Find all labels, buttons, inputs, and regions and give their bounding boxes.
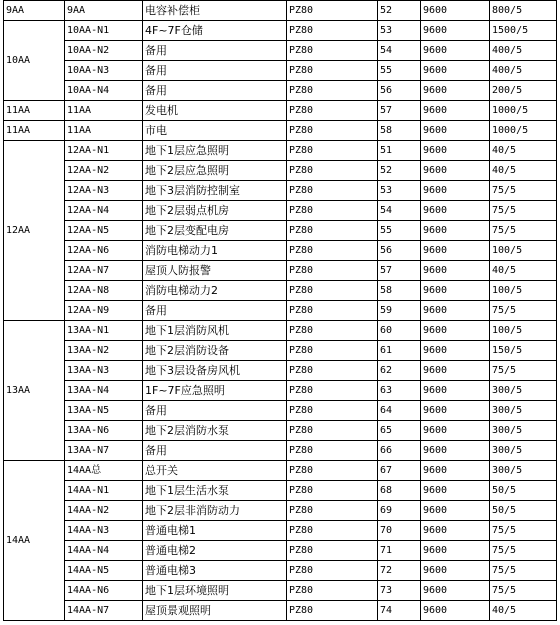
meter-model-cell: PZ80 <box>287 501 378 521</box>
usage-cell: 地下1层应急照明 <box>143 141 287 161</box>
meter-number-cell: 61 <box>378 341 421 361</box>
table-row <box>4 501 557 521</box>
table-row <box>4 521 557 541</box>
table-row <box>4 461 557 481</box>
meter-number-cell: 65 <box>378 421 421 441</box>
spec-cell: 9600 <box>421 301 490 321</box>
usage-cell: 地下2层消防水泵 <box>143 421 287 441</box>
usage-cell: 备用 <box>143 441 287 461</box>
usage-cell: 消防电梯动力2 <box>143 281 287 301</box>
usage-cell: 备用 <box>143 81 287 101</box>
meter-number-cell: 74 <box>378 601 421 621</box>
circuit-cell: 14AA-N6 <box>65 581 143 601</box>
meter-model-cell: PZ80 <box>287 101 378 121</box>
meter-model-cell: PZ80 <box>287 41 378 61</box>
circuit-cell: 12AA-N9 <box>65 301 143 321</box>
usage-cell: 地下2层弱点机房 <box>143 201 287 221</box>
spec-cell: 9600 <box>421 361 490 381</box>
usage-cell: 备用 <box>143 41 287 61</box>
meter-number-cell: 53 <box>378 181 421 201</box>
usage-cell: 地下2层消防设备 <box>143 341 287 361</box>
spec-cell: 9600 <box>421 461 490 481</box>
meter-model-cell: PZ80 <box>287 341 378 361</box>
cabinet-cell: 11AA <box>4 101 65 121</box>
circuit-cell: 12AA-N8 <box>65 281 143 301</box>
usage-cell: 消防电梯动力1 <box>143 241 287 261</box>
meter-model-cell: PZ80 <box>287 601 378 621</box>
ct-ratio-cell: 75/5 <box>490 301 557 321</box>
usage-cell: 电容补偿柜 <box>143 1 287 21</box>
meter-number-cell: 54 <box>378 41 421 61</box>
spec-cell: 9600 <box>421 561 490 581</box>
meter-number-cell: 58 <box>378 121 421 141</box>
spec-cell: 9600 <box>421 101 490 121</box>
meter-model-cell: PZ80 <box>287 401 378 421</box>
meter-number-cell: 53 <box>378 21 421 41</box>
meter-number-cell: 55 <box>378 61 421 81</box>
spec-cell: 9600 <box>421 501 490 521</box>
meter-number-cell: 57 <box>378 101 421 121</box>
table-row <box>4 321 557 341</box>
spec-cell: 9600 <box>421 581 490 601</box>
ct-ratio-cell: 40/5 <box>490 261 557 281</box>
ct-ratio-cell: 100/5 <box>490 241 557 261</box>
usage-cell: 普通电梯1 <box>143 521 287 541</box>
ct-ratio-cell: 75/5 <box>490 201 557 221</box>
usage-cell: 地下1层环境照明 <box>143 581 287 601</box>
table-row <box>4 1 557 21</box>
table-row <box>4 541 557 561</box>
circuit-cell: 14AA-N2 <box>65 501 143 521</box>
meter-model-cell: PZ80 <box>287 201 378 221</box>
meter-model-cell: PZ80 <box>287 261 378 281</box>
spec-cell: 9600 <box>421 341 490 361</box>
spec-cell: 9600 <box>421 521 490 541</box>
meter-number-cell: 51 <box>378 141 421 161</box>
ct-ratio-cell: 300/5 <box>490 381 557 401</box>
meter-model-cell: PZ80 <box>287 161 378 181</box>
meter-number-cell: 66 <box>378 441 421 461</box>
meter-model-cell: PZ80 <box>287 61 378 81</box>
circuit-cell: 10AA-N3 <box>65 61 143 81</box>
meter-number-cell: 63 <box>378 381 421 401</box>
circuit-cell: 12AA-N1 <box>65 141 143 161</box>
ct-ratio-cell: 300/5 <box>490 401 557 421</box>
ct-ratio-cell: 400/5 <box>490 61 557 81</box>
spec-cell: 9600 <box>421 381 490 401</box>
spec-cell: 9600 <box>421 261 490 281</box>
circuit-cell: 12AA-N6 <box>65 241 143 261</box>
cabinet-cell: 10AA <box>4 21 65 101</box>
meter-number-cell: 58 <box>378 281 421 301</box>
meter-number-cell: 68 <box>378 481 421 501</box>
ct-ratio-cell: 1000/5 <box>490 101 557 121</box>
usage-cell: 地下1层生活水泵 <box>143 481 287 501</box>
ct-ratio-cell: 75/5 <box>490 181 557 201</box>
cabinet-cell: 13AA <box>4 321 65 461</box>
table-row <box>4 161 557 181</box>
meter-number-cell: 72 <box>378 561 421 581</box>
table-row <box>4 101 557 121</box>
meter-number-cell: 70 <box>378 521 421 541</box>
ct-ratio-cell: 75/5 <box>490 541 557 561</box>
circuit-cell: 14AA-N7 <box>65 601 143 621</box>
meter-model-cell: PZ80 <box>287 321 378 341</box>
table-row <box>4 181 557 201</box>
table-row <box>4 601 557 621</box>
spec-cell: 9600 <box>421 541 490 561</box>
meter-number-cell: 56 <box>378 241 421 261</box>
ct-ratio-cell: 50/5 <box>490 481 557 501</box>
ct-ratio-cell: 100/5 <box>490 321 557 341</box>
circuit-cell: 13AA-N4 <box>65 381 143 401</box>
usage-cell: 地下2层非消防动力 <box>143 501 287 521</box>
table-row <box>4 281 557 301</box>
meter-model-cell: PZ80 <box>287 441 378 461</box>
meter-number-cell: 56 <box>378 81 421 101</box>
usage-cell: 地下1层消防风机 <box>143 321 287 341</box>
usage-cell: 屋顶景观照明 <box>143 601 287 621</box>
table-row <box>4 81 557 101</box>
circuit-cell: 13AA-N1 <box>65 321 143 341</box>
usage-cell: 普通电梯3 <box>143 561 287 581</box>
spec-cell: 9600 <box>421 81 490 101</box>
usage-cell: 地下2层变配电房 <box>143 221 287 241</box>
ct-ratio-cell: 40/5 <box>490 601 557 621</box>
spec-cell: 9600 <box>421 201 490 221</box>
cabinet-cell: 9AA <box>4 1 65 21</box>
table-row <box>4 61 557 81</box>
circuit-cell: 13AA-N3 <box>65 361 143 381</box>
usage-cell: 地下3层消防控制室 <box>143 181 287 201</box>
table-row <box>4 481 557 501</box>
usage-cell: 4F~7F仓储 <box>143 21 287 41</box>
ct-ratio-cell: 75/5 <box>490 561 557 581</box>
ct-ratio-cell: 800/5 <box>490 1 557 21</box>
table-row <box>4 201 557 221</box>
meter-model-cell: PZ80 <box>287 561 378 581</box>
table-row <box>4 241 557 261</box>
meter-model-cell: PZ80 <box>287 461 378 481</box>
circuit-cell: 14AA-N1 <box>65 481 143 501</box>
table-row <box>4 581 557 601</box>
spec-cell: 9600 <box>421 241 490 261</box>
spec-cell: 9600 <box>421 221 490 241</box>
spec-cell: 9600 <box>421 121 490 141</box>
ct-ratio-cell: 300/5 <box>490 461 557 481</box>
usage-cell: 地下2层应急照明 <box>143 161 287 181</box>
meter-table <box>3 0 557 621</box>
circuit-cell: 13AA-N6 <box>65 421 143 441</box>
meter-model-cell: PZ80 <box>287 381 378 401</box>
table-row <box>4 341 557 361</box>
cabinet-cell: 14AA <box>4 461 65 621</box>
usage-cell: 备用 <box>143 301 287 321</box>
table-row <box>4 381 557 401</box>
ct-ratio-cell: 75/5 <box>490 361 557 381</box>
meter-model-cell: PZ80 <box>287 81 378 101</box>
meter-number-cell: 60 <box>378 321 421 341</box>
ct-ratio-cell: 150/5 <box>490 341 557 361</box>
circuit-cell: 12AA-N7 <box>65 261 143 281</box>
spec-cell: 9600 <box>421 601 490 621</box>
ct-ratio-cell: 300/5 <box>490 441 557 461</box>
meter-number-cell: 54 <box>378 201 421 221</box>
meter-model-cell: PZ80 <box>287 241 378 261</box>
usage-cell: 1F~7F应急照明 <box>143 381 287 401</box>
meter-model-cell: PZ80 <box>287 1 378 21</box>
ct-ratio-cell: 75/5 <box>490 581 557 601</box>
meter-model-cell: PZ80 <box>287 21 378 41</box>
meter-number-cell: 57 <box>378 261 421 281</box>
ct-ratio-cell: 50/5 <box>490 501 557 521</box>
spec-cell: 9600 <box>421 161 490 181</box>
meter-model-cell: PZ80 <box>287 141 378 161</box>
meter-number-cell: 52 <box>378 1 421 21</box>
circuit-cell: 9AA <box>65 1 143 21</box>
usage-cell: 普通电梯2 <box>143 541 287 561</box>
circuit-cell: 14AA-N3 <box>65 521 143 541</box>
meter-number-cell: 73 <box>378 581 421 601</box>
table-row <box>4 361 557 381</box>
spec-cell: 9600 <box>421 61 490 81</box>
ct-ratio-cell: 75/5 <box>490 521 557 541</box>
usage-cell: 市电 <box>143 121 287 141</box>
table-row <box>4 561 557 581</box>
meter-model-cell: PZ80 <box>287 541 378 561</box>
ct-ratio-cell: 40/5 <box>490 141 557 161</box>
table-row <box>4 221 557 241</box>
spec-cell: 9600 <box>421 41 490 61</box>
circuit-cell: 11AA <box>65 121 143 141</box>
circuit-cell: 10AA-N1 <box>65 21 143 41</box>
spec-cell: 9600 <box>421 321 490 341</box>
spec-cell: 9600 <box>421 401 490 421</box>
meter-model-cell: PZ80 <box>287 221 378 241</box>
spec-cell: 9600 <box>421 181 490 201</box>
circuit-cell: 10AA-N2 <box>65 41 143 61</box>
usage-cell: 屋顶人防报警 <box>143 261 287 281</box>
ct-ratio-cell: 200/5 <box>490 81 557 101</box>
meter-number-cell: 69 <box>378 501 421 521</box>
circuit-cell: 10AA-N4 <box>65 81 143 101</box>
circuit-cell: 14AA总 <box>65 461 143 481</box>
usage-cell: 总开关 <box>143 461 287 481</box>
spec-cell: 9600 <box>421 281 490 301</box>
ct-ratio-cell: 1000/5 <box>490 121 557 141</box>
ct-ratio-cell: 40/5 <box>490 161 557 181</box>
circuit-cell: 12AA-N3 <box>65 181 143 201</box>
meter-model-cell: PZ80 <box>287 581 378 601</box>
circuit-cell: 14AA-N5 <box>65 561 143 581</box>
meter-number-cell: 55 <box>378 221 421 241</box>
spec-cell: 9600 <box>421 1 490 21</box>
circuit-cell: 11AA <box>65 101 143 121</box>
circuit-cell: 14AA-N4 <box>65 541 143 561</box>
circuit-cell: 12AA-N5 <box>65 221 143 241</box>
meter-number-cell: 64 <box>378 401 421 421</box>
circuit-cell: 13AA-N7 <box>65 441 143 461</box>
table-body <box>4 1 557 621</box>
ct-ratio-cell: 100/5 <box>490 281 557 301</box>
meter-model-cell: PZ80 <box>287 521 378 541</box>
ct-ratio-cell: 400/5 <box>490 41 557 61</box>
meter-model-cell: PZ80 <box>287 181 378 201</box>
circuit-cell: 12AA-N2 <box>65 161 143 181</box>
table-row <box>4 421 557 441</box>
table-row <box>4 301 557 321</box>
meter-number-cell: 52 <box>378 161 421 181</box>
circuit-cell: 13AA-N5 <box>65 401 143 421</box>
meter-model-cell: PZ80 <box>287 281 378 301</box>
circuit-cell: 12AA-N4 <box>65 201 143 221</box>
meter-number-cell: 71 <box>378 541 421 561</box>
meter-model-cell: PZ80 <box>287 301 378 321</box>
ct-ratio-cell: 1500/5 <box>490 21 557 41</box>
meter-model-cell: PZ80 <box>287 421 378 441</box>
usage-cell: 备用 <box>143 61 287 81</box>
usage-cell: 备用 <box>143 401 287 421</box>
table-row <box>4 121 557 141</box>
table-row <box>4 401 557 421</box>
ct-ratio-cell: 75/5 <box>490 221 557 241</box>
spec-cell: 9600 <box>421 481 490 501</box>
table-row <box>4 261 557 281</box>
meter-number-cell: 62 <box>378 361 421 381</box>
cabinet-cell: 11AA <box>4 121 65 141</box>
table-row <box>4 141 557 161</box>
cabinet-cell: 12AA <box>4 141 65 321</box>
table-row <box>4 41 557 61</box>
spec-cell: 9600 <box>421 141 490 161</box>
table-row <box>4 441 557 461</box>
circuit-cell: 13AA-N2 <box>65 341 143 361</box>
meter-model-cell: PZ80 <box>287 121 378 141</box>
usage-cell: 地下3层设备房风机 <box>143 361 287 381</box>
spec-cell: 9600 <box>421 21 490 41</box>
meter-model-cell: PZ80 <box>287 361 378 381</box>
meter-number-cell: 59 <box>378 301 421 321</box>
ct-ratio-cell: 300/5 <box>490 421 557 441</box>
meter-number-cell: 67 <box>378 461 421 481</box>
meter-model-cell: PZ80 <box>287 481 378 501</box>
usage-cell: 发电机 <box>143 101 287 121</box>
spec-cell: 9600 <box>421 421 490 441</box>
table-row <box>4 21 557 41</box>
spec-cell: 9600 <box>421 441 490 461</box>
